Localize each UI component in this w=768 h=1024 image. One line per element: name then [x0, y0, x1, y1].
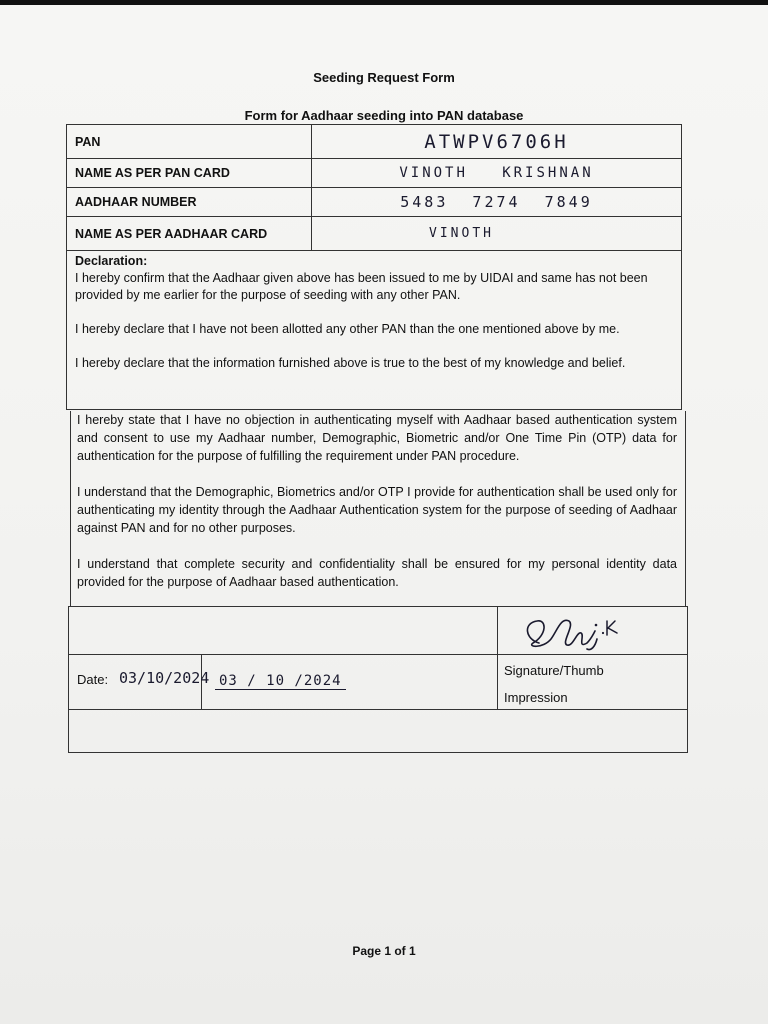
handwritten-signature: [517, 609, 637, 653]
row-label: NAME AS PER PAN CARD: [67, 159, 312, 187]
consent-section: [70, 411, 686, 607]
row-aadhaar: [67, 188, 681, 217]
row-name-pan: [67, 159, 681, 188]
consent-text: I hereby state that I have no objection in authenticating myself with Aadhaar based authentication system and consent to use my Aadhaar number, Demographic, Biometric and/or One Time Pin (OTP) data for authentication for the purpose of fulfilling the requirement under PAN procedure.: [77, 413, 677, 463]
details-table: [66, 124, 682, 410]
signature-table: [68, 606, 688, 753]
signature-label-line: Impression: [504, 690, 568, 705]
row-label: PAN: [67, 125, 312, 158]
declaration-heading: Declaration:: [75, 254, 148, 268]
signature-label: [504, 657, 604, 711]
declaration-section: [75, 253, 673, 372]
aadhaar-name-value: VINOTH: [429, 226, 494, 241]
written-date: 03 / 10 /2024: [215, 673, 346, 690]
row-label: AADHAAR NUMBER: [67, 188, 312, 216]
aadhaar-value: 5483 7274 7849: [400, 193, 593, 211]
pan-value: ATWPV6706H: [424, 130, 569, 153]
row-pan: [67, 125, 681, 159]
signature-label-line: Signature/Thumb: [504, 663, 604, 678]
page-footer: Page 1 of 1: [352, 944, 416, 958]
declaration-text: I hereby declare that I have not been allotted any other PAN than the one mentioned above by me.: [75, 322, 620, 336]
form-subtitle: Form for Aadhaar seeding into PAN database: [244, 108, 524, 123]
handwritten-date: 03/10/2024: [119, 669, 210, 687]
pan-name-value: VINOTH KRISHNAN: [399, 165, 594, 181]
consent-text: I understand that the Demographic, Biometrics and/or OTP I provide for authentication shall be used only for authenticating my identity through the Aadhaar Authentication system for the purpose of seeding of Aadhaar against PAN and for no other purposes.: [77, 485, 677, 535]
date-label: Date:: [77, 672, 109, 687]
declaration-text: I hereby declare that the information furnished above is true to the best of my knowledge and belief.: [75, 356, 626, 370]
consent-text: I understand that complete security and confidentiality shall be ensured for my personal identity data provided for the purpose of Aadhaar based authentication.: [77, 557, 677, 589]
form-title: Seeding Request Form: [313, 70, 455, 85]
row-label: NAME AS PER AADHAAR CARD: [67, 217, 312, 250]
row-name-aadhaar: [67, 217, 681, 251]
declaration-text: I hereby confirm that the Aadhaar given above has been issued to me by UIDAI and same has not been provided by me earlier for the purpose of seeding with any other PAN.: [75, 271, 648, 302]
